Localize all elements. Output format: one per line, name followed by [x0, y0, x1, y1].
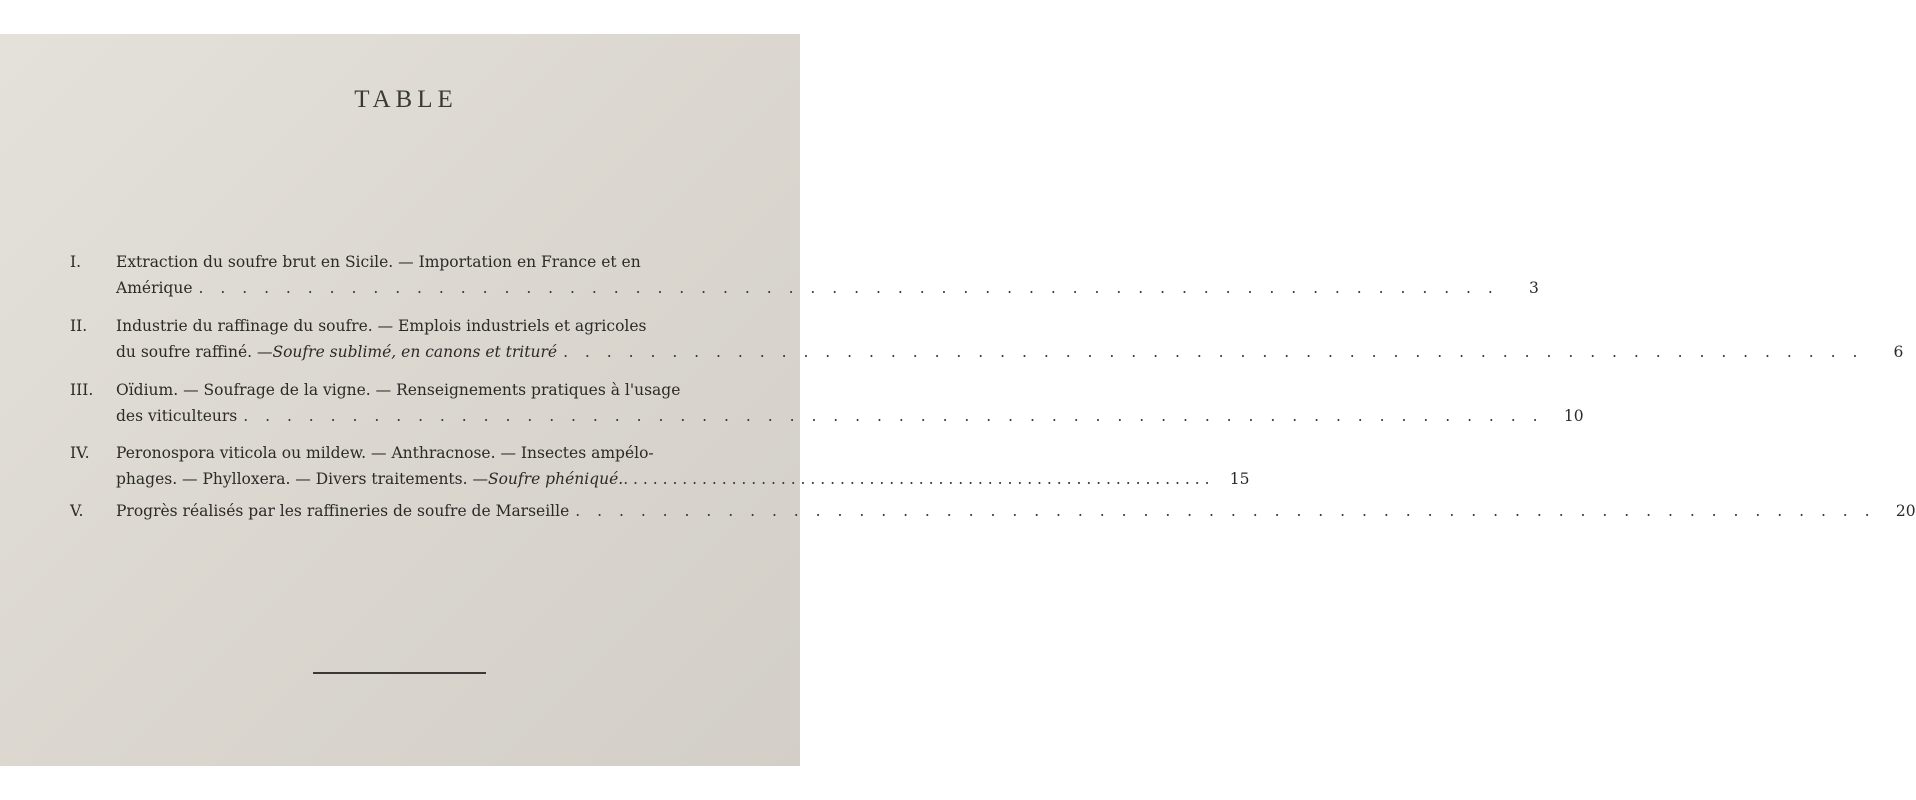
- chapter-numeral: IV.: [70, 444, 90, 462]
- entry-line-2: [116, 340, 1904, 365]
- chapter-numeral: III.: [70, 381, 94, 399]
- page-number: 10: [1563, 407, 1584, 425]
- entry-line-2: [116, 276, 1539, 301]
- entry-text: des viticulteurs: [116, 407, 238, 425]
- book-page: [0, 34, 1916, 766]
- closing-rule: [313, 672, 486, 674]
- toc-entry-2: [70, 314, 1904, 368]
- page-number: 15: [1229, 470, 1250, 488]
- entry-line-2: [116, 404, 1584, 429]
- page-title: TABLE: [354, 86, 458, 113]
- leader-dots: . . . . . . . . . . . . . . . . . . . . . . . . . . . . . . . . . . . . . . . . . . . . . . . . . . . . . . . . . . . .: [623, 470, 1210, 488]
- page-number: 20: [1895, 502, 1916, 520]
- entry-text: Progrès réalisés par les raffineries de soufre de Marseille: [116, 502, 570, 520]
- page-number: 6: [1893, 343, 1904, 361]
- entry-italic-text: Soufre sublimé, en canons et trituré: [272, 343, 558, 361]
- entry-italic-text: Soufre phéniqué.: [487, 470, 624, 488]
- entry-text: du soufre raffiné. —: [116, 343, 273, 361]
- entry-text: Amérique: [116, 279, 193, 297]
- entry-line-1: Oïdium. — Soufrage de la vigne. — Renseignements pratiques à l'usage: [116, 381, 681, 399]
- toc-entry-5: [70, 499, 1916, 527]
- entry-line-2: [116, 467, 1250, 492]
- toc-entry-1: [70, 250, 1539, 304]
- leader-dots: . . . . . . . . . . . . . . . . . . . . . . . . . . . . . . . . . . . . . . . . . . . . . . . . . . . . . . . . . . . .: [563, 343, 1864, 361]
- entry-line-1: Extraction du soufre brut en Sicile. — Importation en France et en: [116, 253, 641, 271]
- chapter-numeral: II.: [70, 317, 88, 335]
- chapter-numeral: I.: [70, 253, 82, 271]
- entry-line-1: Peronospora viticola ou mildew. — Anthracnose. — Insectes ampélo-: [116, 444, 654, 462]
- leader-dots: . . . . . . . . . . . . . . . . . . . . . . . . . . . . . . . . . . . . . . . . . . . . . . . . . . . . . . . . . . . .: [575, 502, 1876, 520]
- toc-entry-3: [70, 378, 1584, 432]
- entry-line-1: [116, 499, 1916, 524]
- toc-entry-4: [70, 441, 1250, 495]
- entry-text: phages. — Phylloxera. — Divers traitements. —: [116, 470, 488, 488]
- chapter-numeral: V.: [70, 502, 84, 520]
- leader-dots: . . . . . . . . . . . . . . . . . . . . . . . . . . . . . . . . . . . . . . . . . . . . . . . . . . . . . . . . . . . .: [243, 407, 1544, 425]
- page-number: 3: [1528, 279, 1539, 297]
- entry-line-1: Industrie du raffinage du soufre. — Emplois industriels et agricoles: [116, 317, 647, 335]
- leader-dots: . . . . . . . . . . . . . . . . . . . . . . . . . . . . . . . . . . . . . . . . . . . . . . . . . . . . . . . . . . . .: [198, 279, 1499, 297]
